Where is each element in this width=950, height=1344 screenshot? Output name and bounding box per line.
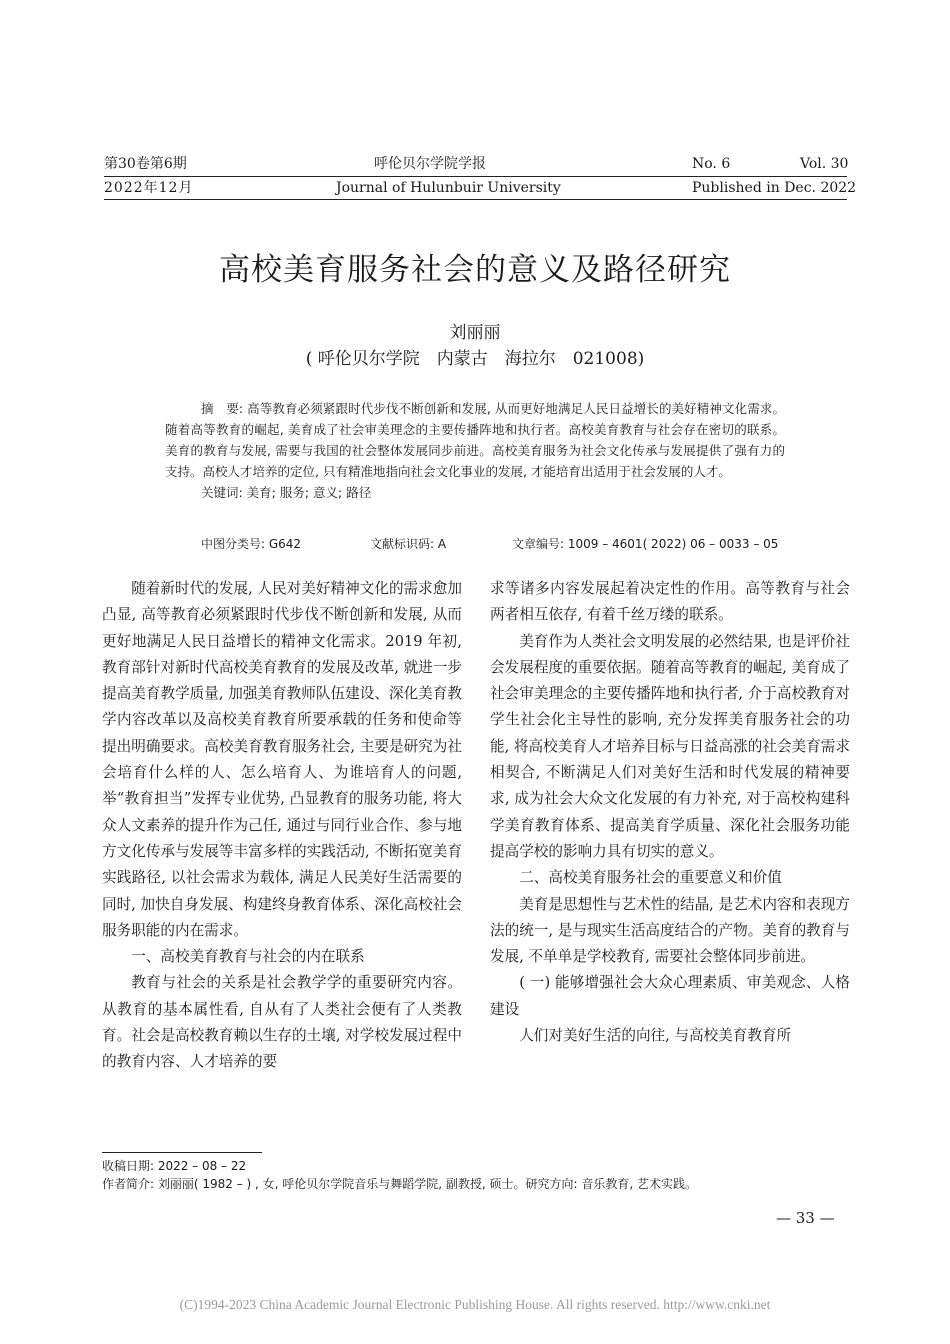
- issue-number: No. 6: [692, 156, 731, 172]
- keywords: 关键词: 美育; 服务; 意义; 路径: [201, 485, 372, 500]
- subsection-heading: ( 一) 能够增强社会大众心理素质、审美观念、人格建设: [490, 974, 850, 1018]
- body-paragraph: 美育是思想性与艺术性的结晶, 是艺术内容和表现方法的统一, 是与现实生活高度结合的产物。美育的教育与发展, 不单单是学校教育, 需要社会整体同步前进。: [490, 895, 850, 966]
- issue-date: 2022年12月: [104, 180, 194, 196]
- header-rule-top: [104, 176, 847, 177]
- body-paragraph: 美育作为人类社会文明发展的必然结果, 也是评价社会发展程度的重要依据。随着高等教育的崛起, 美育成了社会审美理念的主要传播阵地和执行者, 介于高校教育对学生社会化主导性的影响, 充分发挥美育服务社会的功能, 将高校美育人才培养目标与日益高涨的社会美育需求相契合, 不断满足人们对美好生活和时代发展的精神要求, 成为社会大众文化发展的有力补充, 对于高校构建科学美育教育体系、提高美育学质量、深化社会服务功能提高学校的影响力具有切实的意义。: [490, 632, 850, 860]
- section-heading: 一、高校美育教育与社会的内在联系: [131, 948, 365, 966]
- article-title: 高校美育服务社会的意义及路径研究: [219, 252, 731, 288]
- body-paragraph: 随着新时代的发展, 人民对美好精神文化的需求愈加凸显, 高等教育必须紧跟时代步伐不断创新和发展, 从而更好地满足人民日益增长的精神文化需求。2019 年初, 教育部针对新时代高校美育教育的发展及改革, 就进一步提高美育教学质量, 加强美育教师队伍建设、深化美育教学内容改革以及高校美育教育所要承载的任务和使命等提出明确要求。高校美育教育服务社会, 主要是研究为社会培育什么样的人、怎么培育人、为谁培育人的问题, 举“教育担当”发挥专业优势, 凸显教育的服务功能, 将大众人文素养的提升作为己任, 通过与同行业合作、参与地方文化传承与发展等丰富多样的实践活动, 不断拓宽美育实践路径, 以社会需求为载体, 满足人民美好生活需要的同时, 加快自身发展、构建终身教育体系、深化高校社会服务职能的内在需求。: [102, 580, 462, 939]
- article-number: 文章编号: 1009 – 4601( 2022) 06 – 0033 – 05: [512, 537, 779, 551]
- abstract: [165, 398, 785, 503]
- document-code: 文献标识码: A: [370, 537, 447, 551]
- page-number: — 33 —: [776, 1209, 835, 1227]
- author-affiliation: ( 呼伦贝尔学院 内蒙古 海拉尔 021008): [305, 349, 645, 369]
- body-right-column: [490, 576, 850, 1049]
- section-heading: 二、高校美育服务社会的重要意义和价值: [519, 869, 782, 887]
- volume-number: Vol. 30: [800, 156, 849, 172]
- journal-name-en: Journal of Hulunbuir University: [336, 180, 561, 196]
- body-paragraph: 求等诸多内容发展起着决定性的作用。高等教育与社会两者相互依存, 有着千丝万缕的联系。: [490, 580, 850, 624]
- author-name: 刘丽丽: [449, 323, 501, 343]
- abstract-text: 摘 要: 高等教育必须紧跟时代步伐不断创新和发展, 从而更好地满足人民日益增长的美好精神文化需求。随着高等教育的崛起, 美育成了社会审美理念的主要传播阵地和执行者。高校美育教育与社会存在密切的联系。美育的教育与发展, 需要与我国的社会整体发展同步前进。高校美育服务为社会文化传承与发展提供了强有力的支持。高校人才培养的定位, 只有精准地指向社会文化事业的发展, 才能培育出适用于社会发展的人才。: [165, 401, 785, 479]
- footnote-rule: [102, 1152, 262, 1153]
- volume-issue: 第30卷第6期: [104, 156, 187, 172]
- published-date: Published in Dec. 2022: [692, 180, 857, 196]
- journal-name-cn: 呼伦贝尔学院学报: [374, 156, 486, 172]
- body-left-column: [102, 576, 462, 1076]
- header-rule-bottom: [104, 199, 847, 200]
- body-paragraph: 人们对美好生活的向往, 与高校美育教育所: [519, 1027, 792, 1045]
- received-date: 收稿日期: 2022 – 08 – 22: [102, 1159, 247, 1173]
- body-paragraph: 教育与社会的关系是社会教学学的重要研究内容。从教育的基本属性看, 自从有了人类社会便有了人类教育。社会是高校教育赖以生存的土壤, 对学校发展过程中的教育内容、人才培养的要: [102, 974, 462, 1071]
- copyright-notice: (C)1994-2023 China Academic Journal Electronic Publishing House. All rights reserved. http://www.cnki.net: [179, 1297, 771, 1312]
- clc-number: 中图分类号: G642: [201, 537, 302, 551]
- author-bio: 作者简介: 刘丽丽( 1982 – ) , 女, 呼伦贝尔学院音乐与舞蹈学院, 副教授, 硕士。研究方向: 音乐教育, 艺术实践。: [102, 1177, 698, 1191]
